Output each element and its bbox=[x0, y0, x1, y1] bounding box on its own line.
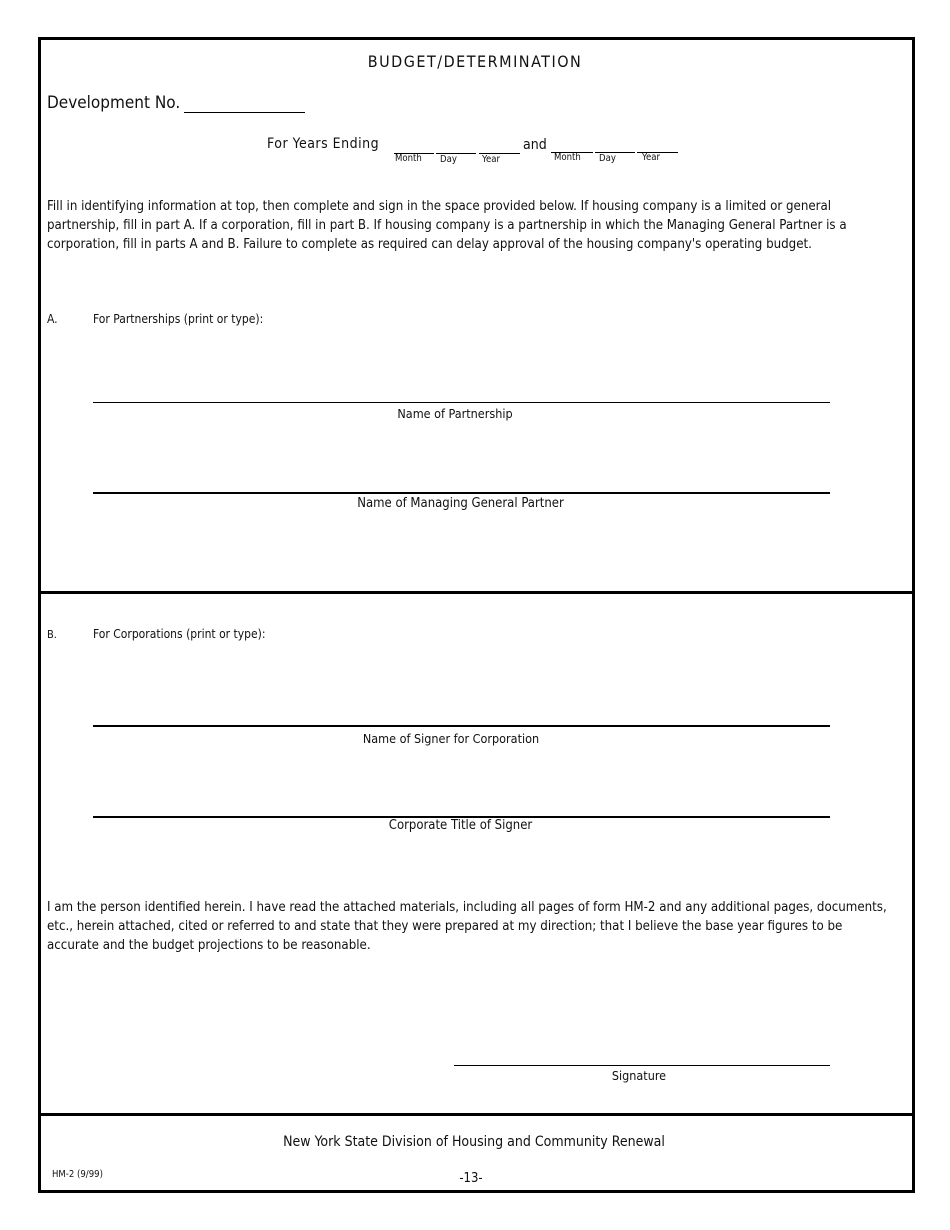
date1-month-label: Month bbox=[395, 153, 422, 164]
date1-year-label: Year bbox=[482, 154, 500, 165]
instructions-text: Fill in identifying information at top, then complete and sign in the space provided below. If housing company is a limited or general partnership, fill in part A. If a corporation, fill in part B. If housing company is a partnership in which the Managing General Partner is a corporation, fill in parts A and B. Failure to complete as required can delay approval of the housing company's operating budget. bbox=[47, 199, 847, 252]
partnership-name-label: Name of Partnership bbox=[397, 406, 513, 421]
date2-day-label: Day bbox=[599, 153, 616, 164]
part-a-heading: For Partnerships (print or type): bbox=[93, 312, 264, 326]
corporate-signer-name-label: Name of Signer for Corporation bbox=[362, 731, 540, 746]
partnership-name-field[interactable] bbox=[93, 402, 830, 403]
corporate-signer-name-field[interactable] bbox=[93, 725, 830, 727]
part-a-letter: A. bbox=[47, 312, 58, 326]
managing-partner-label: Name of Managing General Partner bbox=[357, 496, 564, 511]
corporate-title-label: Corporate Title of Signer bbox=[388, 818, 533, 833]
years-ending-label: For Years Ending bbox=[267, 136, 380, 152]
form-id: HM-2 (9/99) bbox=[52, 1169, 103, 1180]
part-b-letter: B. bbox=[47, 628, 57, 641]
date2-year-label: Year bbox=[642, 152, 660, 163]
date2-month-label: Month bbox=[554, 152, 581, 163]
signature-field[interactable] bbox=[454, 1065, 830, 1066]
section-divider-footer bbox=[38, 1113, 915, 1116]
development-number-field[interactable] bbox=[184, 112, 305, 113]
certification-text: I am the person identified herein. I have read the attached materials, including all pages of form HM-2 and any additional pages, documents, etc., herein attached, cited or referred to and state that they were prepared at my direction; that I believe the base year figures to be accurate and the budget projections to be reasonable. bbox=[47, 900, 887, 953]
agency-name: New York State Division of Housing and Community Renewal bbox=[283, 1134, 665, 1150]
page-number: -13- bbox=[459, 1171, 483, 1186]
and-label: and bbox=[523, 137, 547, 153]
section-divider-ab bbox=[38, 591, 915, 594]
page-title: BUDGET/DETERMINATION bbox=[367, 52, 583, 71]
managing-partner-field[interactable] bbox=[93, 492, 830, 494]
date1-day-label: Day bbox=[440, 154, 457, 165]
signature-label: Signature bbox=[611, 1068, 667, 1083]
development-number-label: Development No. bbox=[47, 93, 181, 113]
part-b-heading: For Corporations (print or type): bbox=[93, 627, 266, 641]
